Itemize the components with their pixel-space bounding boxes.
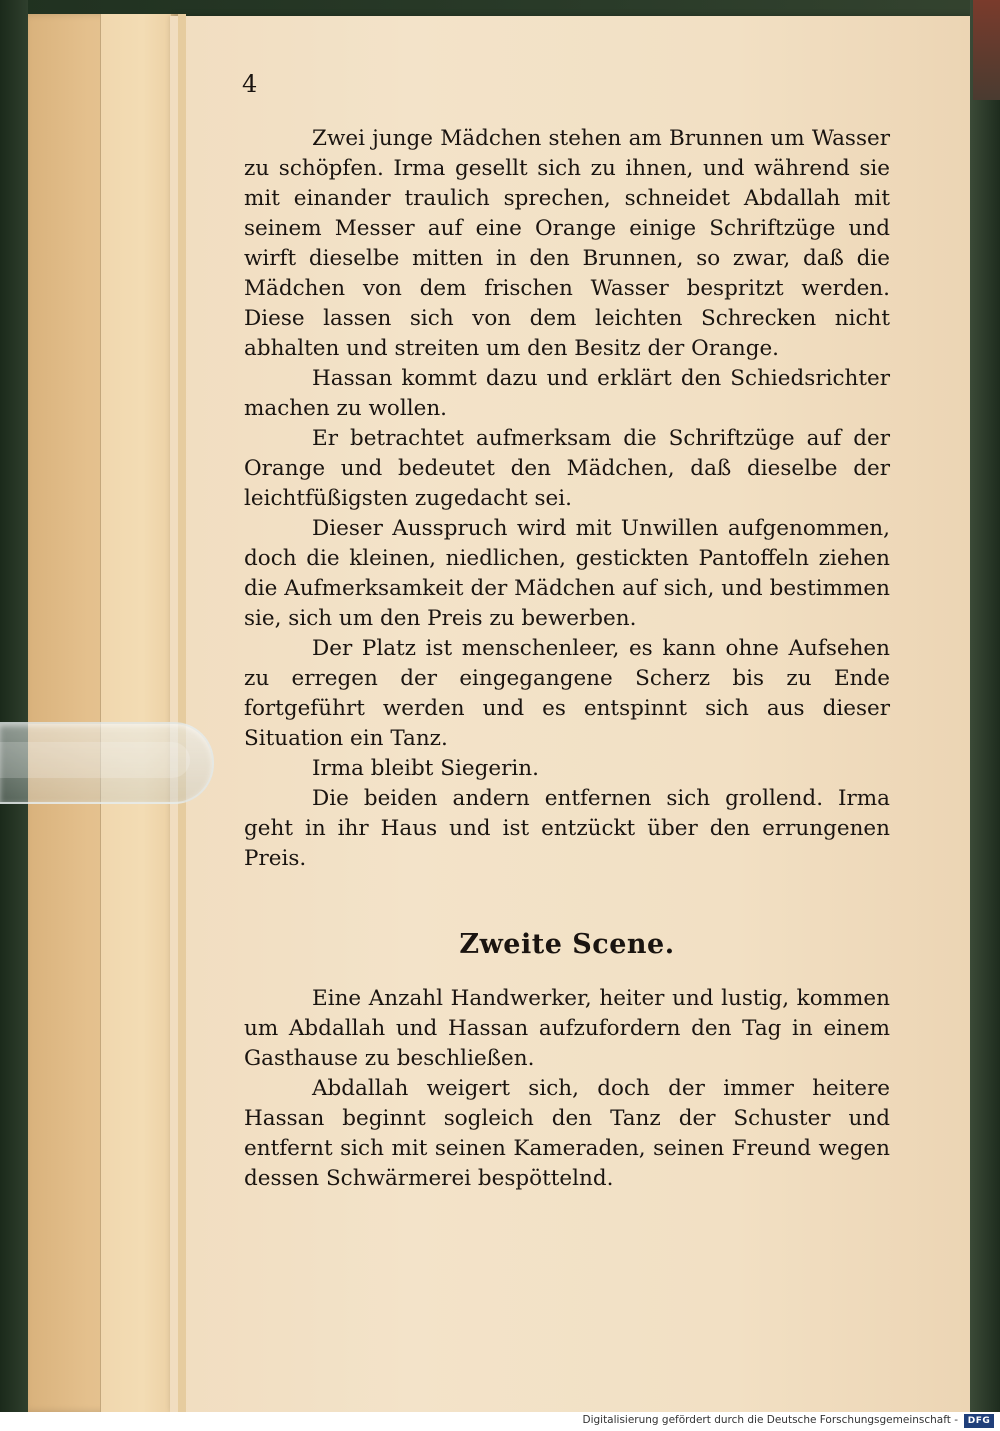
paragraph: Eine Anzahl Handwerker, heiter und lustig, kommen um Abdallah und Hassan aufzufordern den Tag in einem Gasthause zu beschließen. — [244, 986, 890, 1071]
book-cover-inner-edge — [100, 14, 171, 1412]
paragraph: Hassan kommt dazu und erklärt den Schiedsrichter machen zu wollen. — [244, 366, 890, 421]
paragraph: Zwei junge Mädchen stehen am Brunnen um Wasser zu schöpfen. Irma gesellt sich zu ihnen, und während sie mit einander traulich sprechen, schneidet Abdallah mit seinem Messer auf eine Orange einige Schriftzüge und wirft dieselbe mitten in den Brunnen, so zwar, daß die Mädchen von dem frischen Wasser bespritzt werden. Diese lassen sich von dem leichten Schrecken nicht abhalten und streiten um den Besitz der Orange. — [244, 126, 890, 361]
footer-credit: Digitalisierung gefördert durch die Deutsche Forschungsgemeinschaft - — [582, 1414, 958, 1426]
paragraph: Der Platz ist menschenleer, es kann ohne Aufsehen zu erregen der eingegangene Scherz bis zu Ende fortgeführt werden und es entspinnt sich aus dieser Situation ein Tanz. — [244, 636, 890, 751]
paragraph: Dieser Ausspruch wird mit Unwillen aufgenommen, doch die kleinen, niedlichen, gestickten Pantoffeln ziehen die Aufmerksamkeit der Mädchen auf sich, und bestimmen sie, sich um den Preis zu bewerben. — [244, 516, 890, 631]
paragraph: Irma bleibt Siegerin. — [312, 756, 539, 781]
paragraph: Er betrachtet aufmerksam die Schriftzüge auf der Orange und bedeutet den Mädchen, daß dieselbe der leichtfüßigsten zugedacht sei. — [244, 426, 890, 511]
page-number: 4 — [242, 70, 258, 98]
right-edge — [970, 0, 1000, 1412]
left-edge — [0, 0, 28, 1412]
paragraph: Abdallah weigert sich, doch der immer heitere Hassan beginnt sogleich den Tanz der Schuster und entfernt sich mit seinen Kameraden, seinen Freund wegen dessen Schwärmerei bespöttelnd. — [244, 1076, 890, 1191]
paragraph: Die beiden andern entfernen sich grollend. Irma geht in ihr Haus und ist entzückt über den errungenen Preis. — [244, 786, 890, 871]
right-edge-marker — [973, 0, 1000, 100]
page-text — [244, 70, 890, 1194]
dfg-logo: DFG — [964, 1414, 994, 1428]
page-holder-clip-highlight — [0, 742, 190, 778]
scene-heading: Zweite Scene. — [459, 929, 675, 960]
page-gutter — [178, 14, 186, 1412]
